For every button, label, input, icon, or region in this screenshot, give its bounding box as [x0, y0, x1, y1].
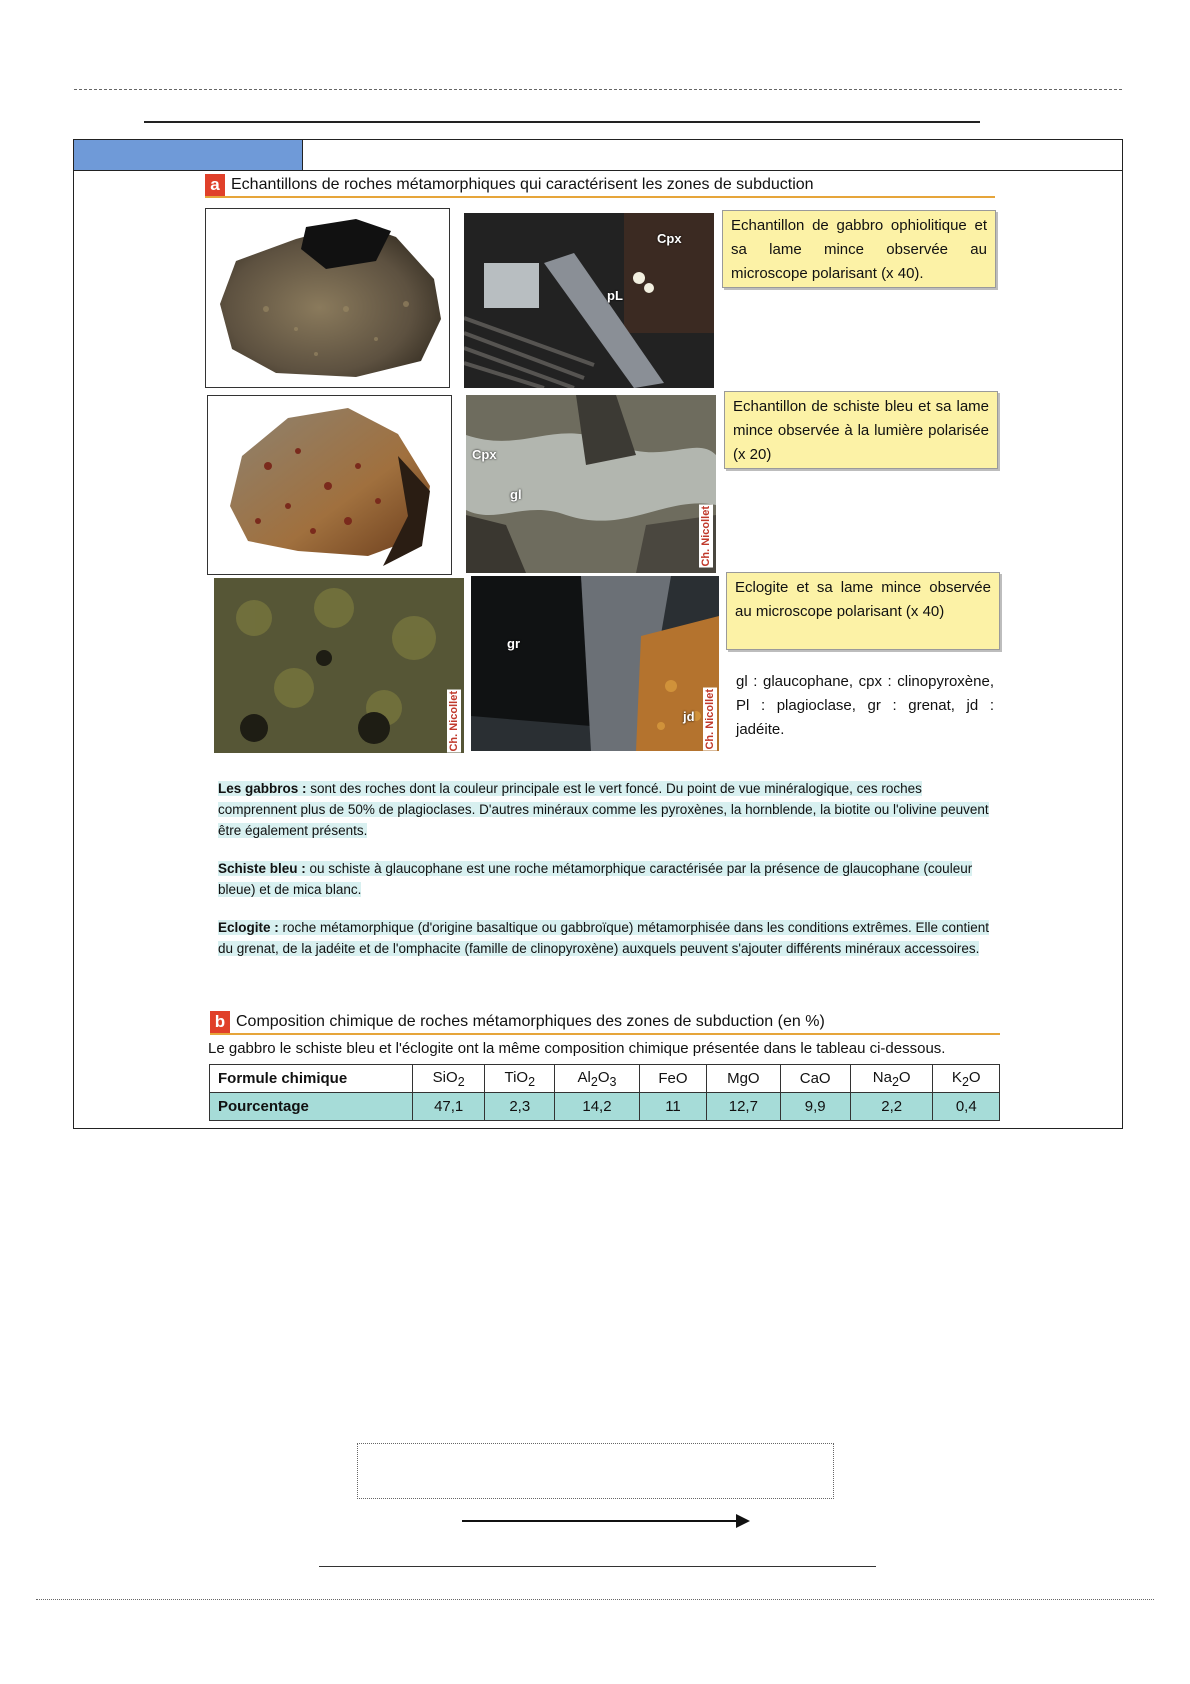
value-k2o: 0,4	[933, 1093, 1000, 1121]
definition-blueschist	[218, 858, 998, 900]
eclogite-sample-photo	[214, 578, 464, 753]
table-row-percentages	[210, 1093, 1000, 1121]
definition-blueschist-text: ou schiste à glaucophane est une roche métamorphique caractérisée par la présence de glaucophane (couleur bleue) et de mica blanc.	[218, 861, 973, 897]
formula-na2o: $Na_2O$	[850, 1065, 933, 1093]
gabbro-sample-image	[206, 209, 448, 386]
section-b-title-text: Composition chimique de roches métamorphiques des zones de subduction (en %)	[236, 1013, 825, 1030]
eclogite-sample-image	[214, 578, 464, 753]
eclogite-caption: Eclogite et sa lame mince observée au microscope polarisant (x 40)	[726, 572, 1000, 650]
value-cao: 9,9	[780, 1093, 850, 1121]
arrow-right-icon	[736, 1514, 750, 1528]
blueschist-sample-photo	[207, 395, 452, 575]
mineral-legend: gl : glaucophane, cpx : clinopyroxène, Pl : plagioclase, gr : grenat, jd : jadéite.	[736, 673, 994, 738]
formula-al2o3: $Al_2O_3$	[555, 1065, 640, 1093]
eclogite-label-gr: gr	[507, 636, 520, 651]
section-a-letter: a	[205, 174, 225, 196]
definition-eclogite-text: roche métamorphique (d'origine basaltique ou gabbroïque) métamorphisée dans les conditions extrêmes. Elle contient du grenat, de la jadéite et de l'omphacite (famille de clinopyroxène) auxquels peuvent s'ajouter différents minéraux accessoires.	[218, 920, 989, 956]
blueschist-thin-section-photo	[466, 395, 716, 573]
eclogite-thin-section-photo	[471, 576, 719, 751]
section-a-underline	[205, 196, 995, 198]
eclogite-thin-credit: Ch. Nicollet	[704, 689, 716, 750]
definition-blueschist-term: Schiste bleu :	[218, 861, 306, 876]
definition-gabbro-text: sont des roches dont la couleur principale est le vert foncé. Du point de vue minéralogique, ces roches comprennent plus de 50% de plagioclases. D'autres minéraux comme les pyroxènes, la hornblende, la biotite ou l'olivine peuvent être également présents.	[218, 781, 989, 838]
definition-gabbro-term: Les gabbros :	[218, 781, 307, 796]
blueschist-photo-credit: Ch. Nicollet	[700, 506, 712, 567]
formula-feo: FeO	[639, 1065, 706, 1093]
section-a-title	[205, 174, 814, 196]
gabbro-label-cpx: Cpx	[657, 231, 682, 246]
definitions-block	[218, 778, 998, 976]
definition-eclogite-term: Eclogite :	[218, 920, 279, 935]
definition-eclogite	[218, 917, 998, 959]
formula-sio2: SiO$_2$	[413, 1065, 485, 1093]
table-header-percentage: Pourcentage	[210, 1093, 413, 1121]
value-na2o: 2,2	[850, 1093, 933, 1121]
bottom-rule	[319, 1566, 876, 1567]
section-b-intro: Le gabbro le schiste bleu et l'éclogite ont la même composition chimique présentée dans le tableau ci-dessous.	[208, 1040, 946, 1057]
blueschist-label-cpx: Cpx	[472, 447, 497, 462]
bottom-dotted-rule	[36, 1599, 1154, 1600]
eclogite-photo-credit: Ch. Nicollet	[448, 691, 460, 752]
definition-gabbro	[218, 778, 998, 841]
table-header-formula: Formule chimique	[210, 1065, 413, 1093]
section-a-title-text: Echantillons de roches métamorphiques qui caractérisent les zones de subduction	[231, 176, 814, 193]
value-tio2: 2,3	[485, 1093, 555, 1121]
formula-tio2: TiO$_2$	[485, 1065, 555, 1093]
blueschist-thin-section-image	[466, 395, 716, 573]
value-feo: 11	[639, 1093, 706, 1121]
formula-k2o: $K_2O$	[933, 1065, 1000, 1093]
table-row-formulas	[210, 1065, 1000, 1093]
eclogite-thin-section-image	[471, 576, 719, 751]
value-al2o3: 14,2	[555, 1093, 640, 1121]
chemical-composition-table	[209, 1064, 1000, 1121]
value-mgo: 12,7	[707, 1093, 780, 1121]
eclogite-label-jd: jd	[683, 709, 695, 724]
gabbro-sample-photo	[205, 208, 450, 388]
gabbro-label-pl: pL	[607, 288, 623, 303]
frame-header-tab	[74, 140, 303, 170]
value-sio2: 47,1	[413, 1093, 485, 1121]
gabbro-thin-section-photo	[464, 213, 714, 388]
formula-mgo: MgO	[707, 1065, 780, 1093]
section-b-underline	[210, 1033, 1000, 1035]
arrow-line	[462, 1520, 740, 1522]
section-b-letter: b	[210, 1011, 230, 1033]
answer-box[interactable]	[357, 1443, 834, 1499]
formula-cao: CaO	[780, 1065, 850, 1093]
section-b-title	[210, 1011, 825, 1033]
title-rule	[144, 121, 980, 123]
blueschist-caption: Echantillon de schiste bleu et sa lame mince observée à la lumière polarisée (x 20)	[724, 391, 998, 469]
blueschist-sample-image	[208, 396, 450, 573]
blueschist-label-gl: gl	[510, 487, 522, 502]
gabbro-caption: Echantillon de gabbro ophiolitique et sa lame mince observée au microscope polarisant (x 40).	[722, 210, 996, 288]
top-dashed-rule	[74, 89, 1122, 90]
